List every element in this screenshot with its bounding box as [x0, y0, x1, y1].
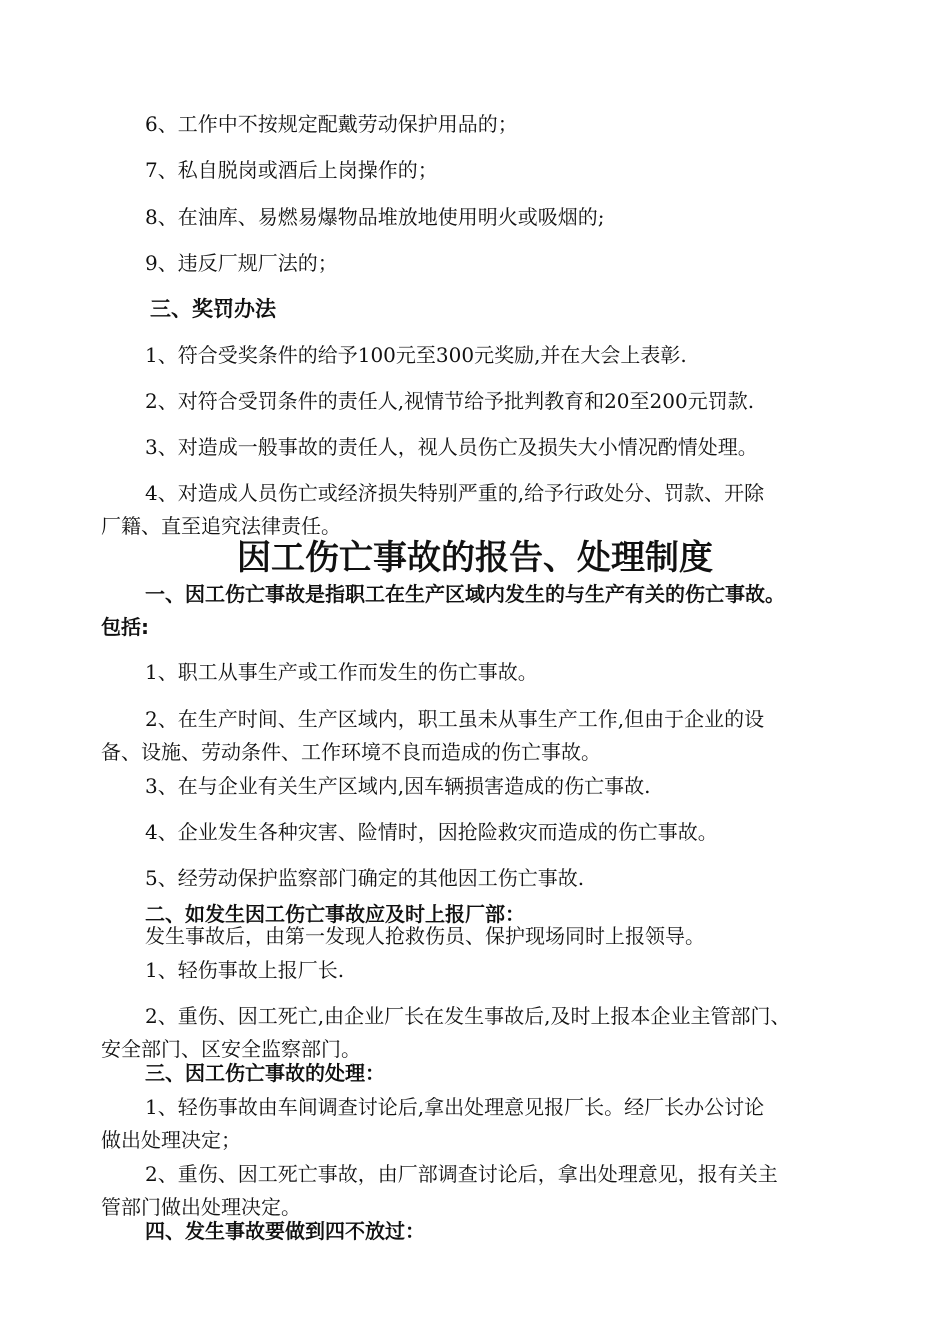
reward-item-4: 4、对造成人员伤亡或经济损失特别严重的,给予行政处分、罚款、开除: [145, 481, 765, 505]
part2-intro: 发生事故后，由第一发现人抢救伤员、保护现场同时上报领导。: [145, 924, 705, 948]
part1-item-3: 3、在与企业有关生产区域内,因车辆损害造成的伤亡事故.: [145, 774, 651, 798]
part2-item-2-cont: 安全部门、区安全监察部门。: [101, 1037, 361, 1061]
reward-item-4-cont: 厂籍、直至追究法律责任。: [101, 514, 341, 538]
part2-heading: 二、如发生因工伤亡事故应及时上报厂部：: [145, 902, 525, 926]
part2-item-1: 1、轻伤事故上报厂长.: [145, 958, 345, 982]
part3-item-2: 2、重伤、因工死亡事故，由厂部调查讨论后，拿出处理意见，报有关主: [145, 1162, 778, 1186]
part1-item-2: 2、在生产时间、生产区域内，职工虽未从事生产工作,但由于企业的设: [145, 707, 765, 731]
section-heading-rewards-penalties: 三、奖罚办法: [150, 296, 276, 321]
document-title: 因工伤亡事故的报告、处理制度: [237, 538, 713, 578]
part1-item-4: 4、企业发生各种灾害、险情时，因抢险救灾而造成的伤亡事故。: [145, 820, 718, 844]
part3-heading: 三、因工伤亡事故的处理：: [145, 1061, 385, 1085]
part1-item-2-cont: 备、设施、劳动条件、工作环境不良而造成的伤亡事故。: [101, 740, 601, 764]
rule-item-8: 8、在油库、易燃易爆物品堆放地使用明火或吸烟的;: [145, 205, 605, 229]
part3-item-1: 1、轻伤事故由车间调查讨论后,拿出处理意见报厂长。经厂长办公讨论: [145, 1095, 765, 1119]
reward-item-1: 1、符合受奖条件的给予100元至300元奖励,并在大会上表彰.: [145, 343, 687, 367]
part1-item-5: 5、经劳动保护监察部门确定的其他因工伤亡事故.: [145, 866, 585, 890]
part2-item-2: 2、重伤、因工死亡,由企业厂长在发生事故后,及时上报本企业主管部门、: [145, 1004, 791, 1028]
part3-item-2-cont: 管部门做出处理决定。: [101, 1195, 301, 1219]
reward-item-2: 2、对符合受罚条件的责任人,视情节给予批判教育和20至200元罚款.: [145, 389, 755, 413]
part1-heading-cont: 包括:: [101, 615, 149, 639]
reward-item-3: 3、对造成一般事故的责任人，视人员伤亡及损失大小情况酌情处理。: [145, 435, 758, 459]
part3-item-1-cont: 做出处理决定；: [101, 1128, 241, 1152]
part1-item-1: 1、职工从事生产或工作而发生的伤亡事故。: [145, 660, 538, 684]
rule-item-7: 7、私自脱岗或酒后上岗操作的；: [145, 158, 438, 182]
rule-item-6: 6、工作中不按规定配戴劳动保护用品的；: [145, 112, 518, 136]
rule-item-9: 9、违反厂规厂法的；: [145, 251, 338, 275]
part1-heading: 一、因工伤亡事故是指职工在生产区域内发生的与生产有关的伤亡事故。: [145, 582, 785, 606]
part4-heading: 四、发生事故要做到四不放过：: [145, 1219, 425, 1243]
